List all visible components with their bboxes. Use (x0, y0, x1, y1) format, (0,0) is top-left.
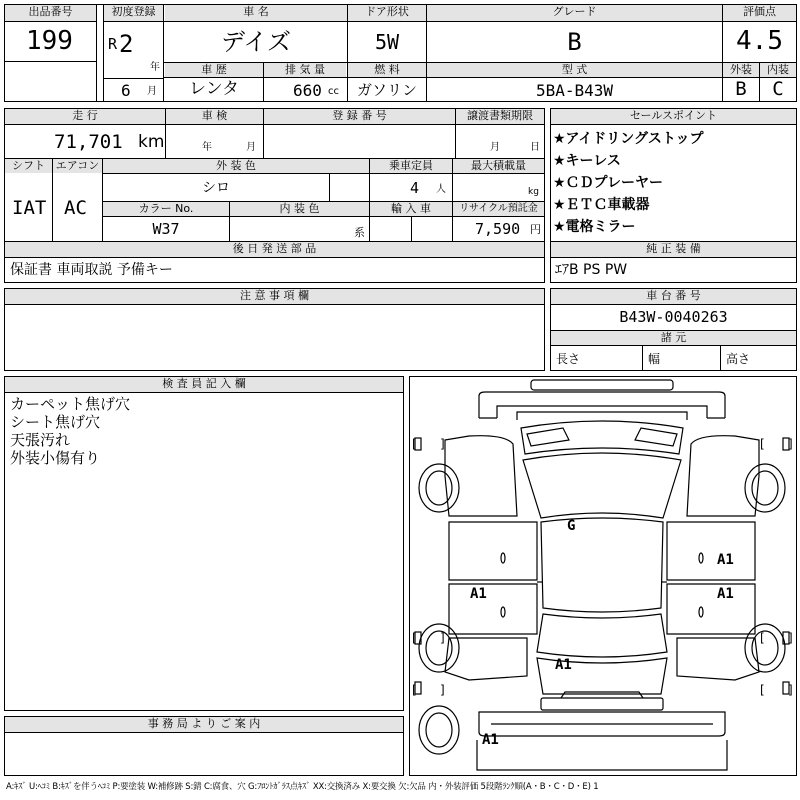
transfer-month-unit: 月 (490, 142, 500, 153)
displacement: 660 (293, 81, 322, 100)
load-unit: kg (528, 187, 539, 197)
selling-point-item: ★ＣＤプレーヤー (553, 175, 663, 191)
selling-points-list (553, 128, 703, 238)
selling-point-item: ★電格ミラー (553, 219, 636, 235)
bracket-left-mid: [ (412, 631, 417, 645)
capacity: 4 (410, 179, 420, 197)
length-label: 長さ (556, 352, 581, 366)
color-no-label: カラー No. (103, 202, 229, 216)
car-diagram-svg (409, 376, 797, 776)
capacity-label: 乗車定員 (370, 159, 452, 173)
inspection-month-unit: 月 (246, 142, 256, 153)
inspector-label: 検 査 員 記 入 欄 (5, 377, 403, 392)
recycle-unit: 円 (530, 223, 541, 236)
interior-grade-label: 内装 (760, 63, 796, 77)
factory-equipment: ｴｱB PS PW (555, 262, 628, 278)
score: 4.5 (736, 26, 783, 56)
km-unit: km (138, 132, 165, 152)
grade: B (567, 28, 582, 56)
year-unit: 年 (150, 62, 160, 73)
lot-number-label: 出品番号 (5, 5, 96, 21)
fuel-label: 燃 料 (348, 63, 426, 77)
inspector-note-line: シート焦げ穴 (10, 413, 101, 431)
model-code: 5BA-B43W (535, 81, 614, 100)
grade-label: グレード (427, 5, 722, 21)
air-conditioner: AC (64, 197, 87, 219)
damage-mark-windshield: G (567, 518, 576, 534)
shipped-parts: 保証書 車両取説 予備キー (10, 262, 173, 278)
lot-number: 199 (26, 26, 73, 56)
inspection-label: 車 検 (166, 109, 263, 124)
ac-label: エアコン (53, 159, 102, 173)
first-reg-label: 初度登録 (104, 5, 163, 21)
inspector-note-line: カーペット焦げ穴 (10, 395, 131, 413)
office-label: 事 務 局 よ り ご 案 内 (5, 717, 403, 732)
bracket-left-mid-close: ] (440, 631, 445, 645)
era-letter: R (108, 35, 118, 53)
height-label: 高さ (726, 352, 751, 366)
selling-point-item: ★アイドリングストップ (553, 131, 704, 147)
damage-mark-left-rear-door: A1 (470, 586, 487, 602)
interior-color-suffix: 系 (354, 226, 365, 239)
import-label: 輸 入 車 (370, 202, 452, 216)
car-name: デイズ (220, 28, 292, 56)
parts-label: 後 日 発 送 部 品 (5, 242, 544, 257)
car-history: レンタ (189, 79, 239, 99)
cc-unit: cc (328, 86, 339, 97)
recycle-label: リサイクル預託金 (453, 202, 544, 216)
load-label: 最大積載量 (453, 159, 544, 173)
history-label: 車 歴 (165, 63, 263, 77)
equipment-label: 純 正 装 備 (551, 242, 796, 257)
chassis-number: B43W-0040263 (619, 308, 728, 326)
exterior-grade-label: 外装 (723, 63, 759, 77)
legend-text: A:ｷｽﾞ U:ﾍｺﾐ B:ｷｽﾞを伴うﾍｺﾐ P:要塗装 W:補修跡 S:錆 C:腐食、穴 G:ﾌﾛﾝﾄｶﾞﾗｽ点ｷｽﾞ XX:交換済み X:要交換 欠:欠品 内・外装評価 5段階ﾗﾝｸ順(A・B・C・D・E) 1 (6, 782, 599, 792)
dims-label: 諸 元 (551, 331, 796, 345)
era-year: 2 (119, 30, 134, 58)
bracket-left-bot-close: ] (440, 683, 445, 697)
interior-grade: C (772, 78, 784, 100)
bracket-left-bot: [ (412, 683, 417, 697)
door-label: ドア形状 (348, 5, 426, 21)
selling-points-label: セールスポイント (551, 109, 796, 124)
damage-mark-rear-window: A1 (555, 657, 572, 673)
bracket-right-bot: [ (760, 683, 765, 697)
bracket-left-top-close: ] (440, 437, 445, 451)
car-name-label: 車 名 (165, 5, 347, 21)
exterior-color-label: 外 装 色 (103, 159, 369, 173)
shift: IAT (12, 197, 47, 219)
bracket-right-top-close: ] (788, 437, 793, 451)
interior-color-label: 内 装 色 (230, 202, 369, 216)
reg-number-label: 登 録 番 号 (264, 109, 455, 124)
transfer-label: 譲渡書類期限 (456, 109, 544, 124)
selling-point-item: ★ＥＴＣ車載器 (553, 197, 650, 213)
inspection-year-unit: 年 (202, 142, 212, 153)
shift-label: シフト (5, 159, 52, 173)
bracket-left-top: [ (412, 437, 417, 451)
transfer-day-unit: 日 (530, 142, 540, 153)
inspector-notes (10, 395, 130, 467)
inspector-note-line: 外装小傷有り (10, 449, 101, 467)
fuel: ガソリン (356, 81, 417, 99)
door-type: 5W (374, 30, 400, 54)
bracket-right-bot-close: ] (788, 683, 793, 697)
exterior-color: シロ (202, 180, 230, 196)
damage-mark-right-front-door: A1 (717, 552, 734, 568)
bracket-right-mid: [ (760, 631, 765, 645)
damage-mark-right-rear-door: A1 (717, 586, 734, 602)
displacement-label: 排 気 量 (264, 63, 346, 77)
inspector-note-line: 天張汚れ (10, 431, 71, 449)
first-reg-month: 6 (121, 81, 131, 100)
selling-point-item: ★キーレス (553, 153, 621, 169)
width-label: 幅 (648, 352, 661, 366)
damage-mark-rear-bumper: A1 (482, 732, 499, 748)
color-number: W37 (152, 220, 180, 238)
chassis-label: 車 台 番 号 (551, 289, 796, 304)
notes-label: 注 意 事 項 欄 (5, 289, 544, 304)
recycle-fee: 7,590 (475, 220, 521, 238)
bracket-right-top: [ (760, 437, 765, 451)
exterior-grade: B (735, 78, 747, 100)
bracket-right-mid-close: ] (788, 631, 793, 645)
capacity-unit: 人 (436, 184, 446, 195)
mileage: 71,701 (54, 131, 123, 153)
mileage-label: 走 行 (5, 109, 165, 124)
month-unit: 月 (147, 86, 157, 97)
model-label: 型 式 (427, 63, 722, 77)
score-label: 評価点 (723, 5, 796, 21)
